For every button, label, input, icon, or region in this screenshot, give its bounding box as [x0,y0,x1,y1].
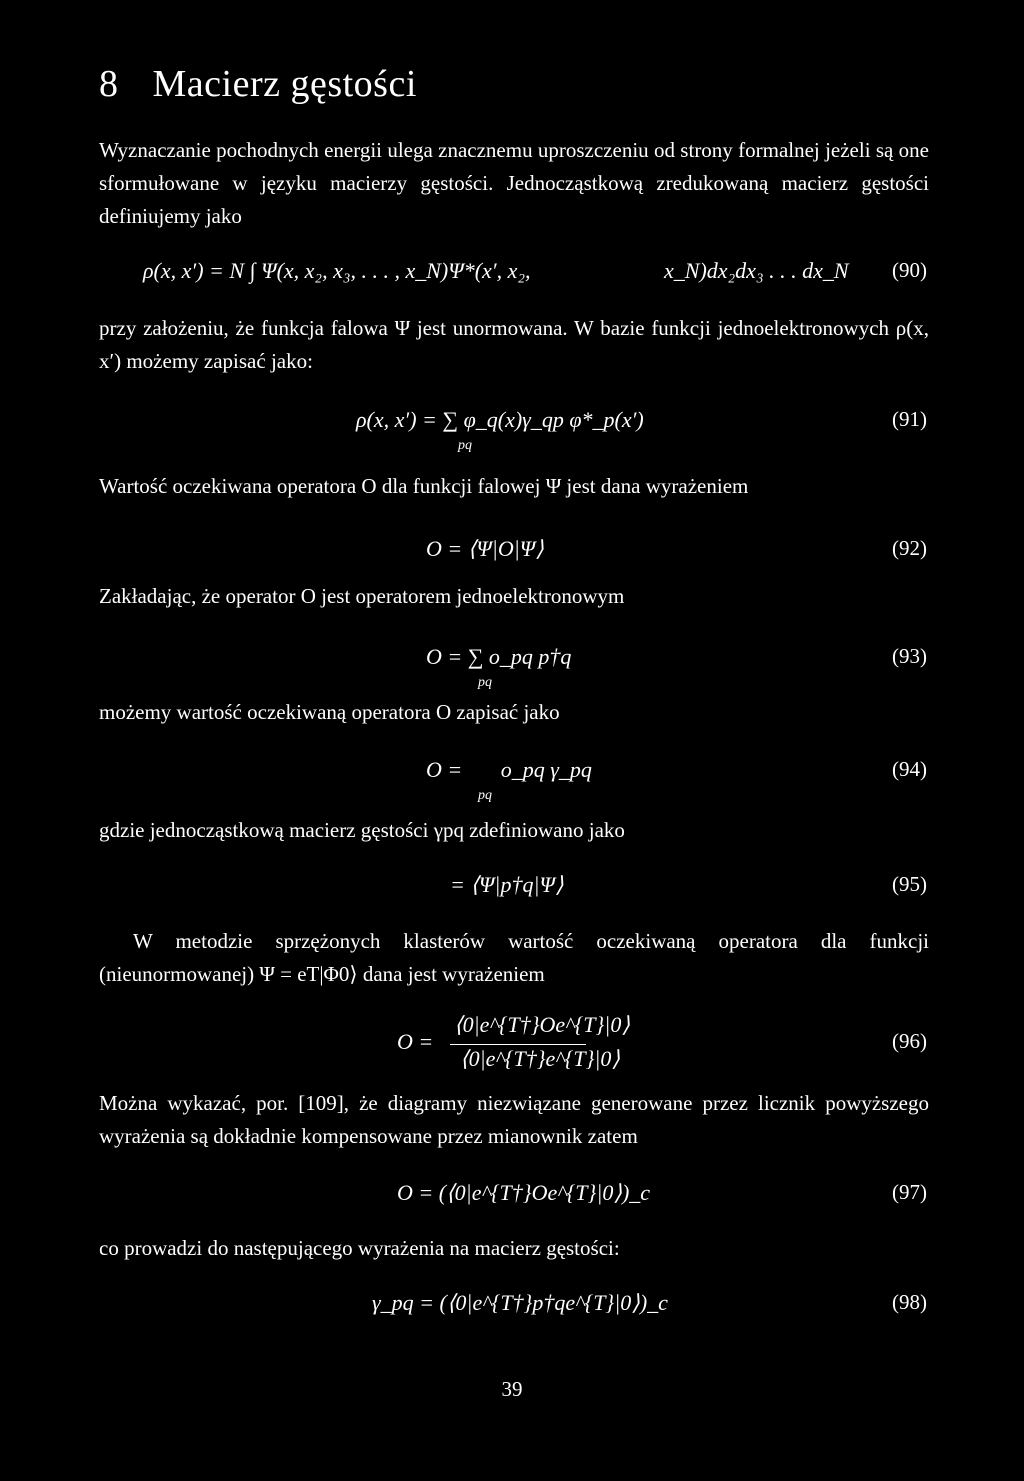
equation-96-lhs: O = [397,1029,434,1054]
equation-98-tag: (98) [892,1290,927,1314]
paragraph-density-expression: co prowadzi do następującego wyrażenia na macierz gęstości: [99,1236,620,1260]
equation-98 [0,1290,1024,1330]
equation-96-numerator: ⟨0|e^{T†}Oe^{T}|0⟩ [454,1012,630,1037]
equation-93 [0,644,1024,690]
paragraph-intro: Wyznaczanie pochodnych energii ulega znacznemu uproszczeniu od strony formalnej jeżeli są one sformułowane w języku macierzy gęstości. Jednocząstkową zredukowaną macierz gęstości definiujemy jako [99,138,929,228]
equation-90-lhs: ρ(x, x′) = N ∫ Ψ(x, x₂, x₃, . . . , x_N)Ψ*(x′, x₂, [143,258,531,283]
equation-94-body: O = o_pq γ_pq [426,757,592,782]
equation-94-tag: (94) [892,757,927,781]
equation-91-tag: (91) [892,407,927,431]
paragraph-density-def: gdzie jednocząstkową macierz gęstości γpq zdefiniowano jako [99,818,625,842]
equation-95-body: = ⟨Ψ|p†q|Ψ⟩ [450,872,564,897]
equation-91-body: ρ(x, x′) = ∑ φ_q(x)γ_qp φ*_p(x′) [356,407,644,432]
page-number: 39 [501,1377,523,1401]
equation-96-tag: (96) [892,1029,927,1053]
equation-96 [0,1012,1024,1076]
equation-92-body: O = ⟨Ψ|O|Ψ⟩ [426,536,544,561]
equation-90 [0,258,1024,298]
paragraph-coupled-cluster: W metodzie sprzężonych klasterów wartość oczekiwaną operatora dla funkcji (nieunormowanej) Ψ = eT|Φ0⟩ dana jest wyrażeniem [99,929,929,986]
equation-96-denominator: ⟨0|e^{T†}e^{T}|0⟩ [460,1046,621,1071]
equation-97-tag: (97) [892,1180,927,1204]
equation-91 [0,407,1024,453]
equation-98-body: γ_pq = (⟨0|e^{T†}p†qe^{T}|0⟩)_c [372,1290,668,1315]
equation-91-sum-index: pq [458,438,472,453]
equation-95 [0,872,1024,912]
equation-96-fraction-bar [450,1044,586,1045]
equation-90-tag: (90) [892,258,927,282]
section-heading [99,62,417,106]
equation-93-tag: (93) [892,644,927,668]
paragraph-one-electron: Zakładając, że operator O jest operatorem jednoelektronowym [99,584,625,608]
paragraph-expectation: Wartość oczekiwana operatora O dla funkcji falowej Ψ jest dana wyrażeniem [99,474,749,498]
equation-93-body: O = ∑ o_pq p†q [426,644,572,669]
paragraph-diagrams: Można wykazać, por. [109], że diagramy niezwiązane generowane przez licznik powyższego wyrażenia są dokładnie kompensowane przez mianownik zatem [99,1091,929,1148]
equation-90-rhs: x_N)dx₂dx₃ . . . dx_N [664,258,849,283]
equation-94 [0,757,1024,803]
equation-97-body: O = (⟨0|e^{T†}Oe^{T}|0⟩)_c [397,1180,651,1205]
section-title: Macierz gęstości [152,63,417,105]
paragraph-write-as: możemy wartość oczekiwaną operatora O zapisać jako [99,700,560,724]
paragraph-normalized: przy założeniu, że funkcja falowa Ψ jest unormowana. W bazie funkcji jednoelektronowych ρ(x, x′) możemy zapisać jako: [99,316,929,373]
equation-97 [0,1180,1024,1220]
equation-95-tag: (95) [892,872,927,896]
equation-92-tag: (92) [892,536,927,560]
equation-93-sum-index: pq [478,675,492,690]
section-number: 8 [99,63,119,105]
equation-94-sum-index: pq [478,788,492,803]
equation-92 [0,536,1024,576]
